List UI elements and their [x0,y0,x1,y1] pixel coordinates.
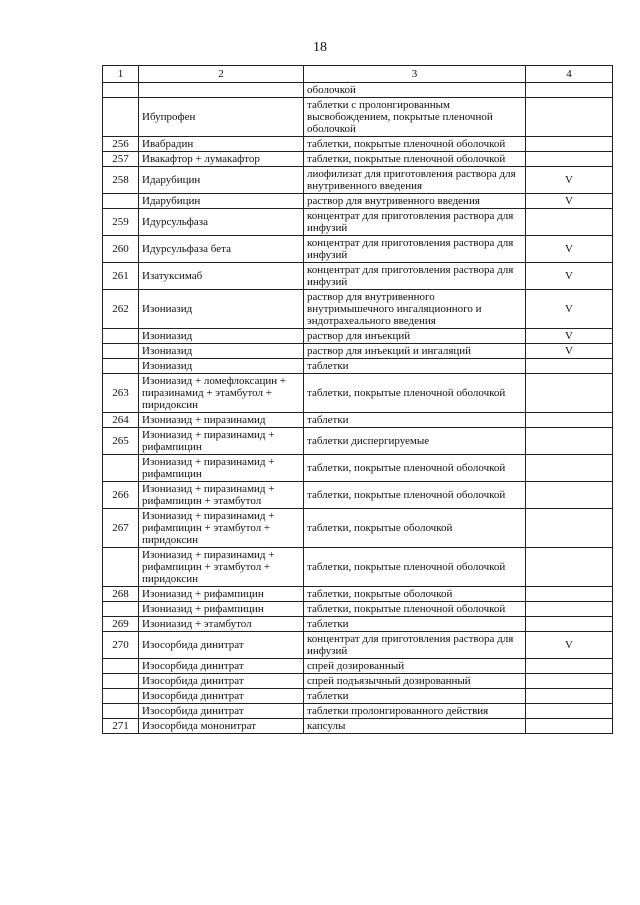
dosage-form: таблетки [304,617,526,632]
vital-mark [526,659,613,674]
table-row [103,290,613,329]
row-number: 261 [103,263,139,290]
vital-mark [526,482,613,509]
header-col-3: 3 [304,66,526,83]
dosage-form: раствор для инъекций [304,329,526,344]
dosage-form: таблетки, покрытые оболочкой [304,587,526,602]
drug-name: Идарубицин [139,167,304,194]
dosage-form: таблетки, покрытые пленочной оболочкой [304,602,526,617]
row-number [103,194,139,209]
table-row [103,509,613,548]
table-row [103,659,613,674]
vital-mark [526,689,613,704]
drug-name: Изосорбида динитрат [139,659,304,674]
header-row [103,66,613,83]
dosage-form: таблетки [304,689,526,704]
drug-name [139,83,304,98]
row-number: 269 [103,617,139,632]
table-row [103,719,613,734]
vital-mark [526,602,613,617]
row-number [103,455,139,482]
vital-mark [526,428,613,455]
row-number: 268 [103,587,139,602]
row-number [103,704,139,719]
drug-name: Изосорбида динитрат [139,632,304,659]
vital-mark [526,548,613,587]
dosage-form: таблетки, покрытые пленочной оболочкой [304,455,526,482]
vital-mark [526,509,613,548]
drug-name: Изониазид [139,359,304,374]
vital-mark [526,359,613,374]
row-number: 258 [103,167,139,194]
dosage-form: таблетки пролонгированного действия [304,704,526,719]
drug-name: Изониазид + пиразинамид + рифампицин + этамбутол + пиридоксин [139,509,304,548]
table-row [103,194,613,209]
table-row [103,455,613,482]
drug-name: Изосорбида динитрат [139,674,304,689]
table-row [103,632,613,659]
vital-mark [526,704,613,719]
vital-mark [526,719,613,734]
dosage-form: таблетки, покрытые пленочной оболочкой [304,152,526,167]
dosage-form: концентрат для приготовления раствора для инфузий [304,209,526,236]
dosage-form: таблетки, покрытые пленочной оболочкой [304,374,526,413]
table-row [103,602,613,617]
row-number [103,329,139,344]
dosage-form: концентрат для приготовления раствора для инфузий [304,632,526,659]
vital-mark [526,413,613,428]
vital-mark: V [526,632,613,659]
dosage-form: концентрат для приготовления раствора для инфузий [304,236,526,263]
dosage-form: концентрат для приготовления раствора для инфузий [304,263,526,290]
dosage-form: оболочкой [304,83,526,98]
vital-mark [526,617,613,632]
header-col-2: 2 [139,66,304,83]
table-row [103,263,613,290]
drug-name: Идурсульфаза бета [139,236,304,263]
dosage-form: таблетки с пролонгированным высвобождением, покрытые пленочной оболочкой [304,98,526,137]
table-row [103,374,613,413]
drug-name: Изатуксимаб [139,263,304,290]
dosage-form: таблетки диспергируемые [304,428,526,455]
row-number: 270 [103,632,139,659]
drug-name: Ибупрофен [139,98,304,137]
dosage-form: раствор для инъекций и ингаляций [304,344,526,359]
dosage-form: таблетки [304,413,526,428]
vital-mark [526,674,613,689]
drug-name: Изониазид + рифампицин [139,587,304,602]
table-row [103,152,613,167]
row-number [103,548,139,587]
table-row [103,689,613,704]
dosage-form: таблетки, покрытые пленочной оболочкой [304,137,526,152]
row-number: 263 [103,374,139,413]
row-number: 262 [103,290,139,329]
vital-mark [526,374,613,413]
dosage-form: таблетки [304,359,526,374]
vital-mark [526,137,613,152]
table-row [103,674,613,689]
table-row [103,704,613,719]
vital-mark [526,152,613,167]
row-number [103,674,139,689]
table-row [103,359,613,374]
row-number [103,83,139,98]
row-number: 257 [103,152,139,167]
drug-name: Изониазид [139,290,304,329]
drug-name: Изосорбида динитрат [139,704,304,719]
dosage-form: капсулы [304,719,526,734]
row-number: 267 [103,509,139,548]
row-number [103,689,139,704]
drug-name: Изониазид [139,344,304,359]
table-row [103,236,613,263]
vital-mark [526,455,613,482]
page-number: 18 [313,40,327,55]
table-row [103,344,613,359]
table-row [103,482,613,509]
vital-mark: V [526,167,613,194]
vital-mark [526,83,613,98]
vital-mark: V [526,236,613,263]
row-number [103,659,139,674]
row-number [103,359,139,374]
table-row [103,167,613,194]
vital-mark: V [526,290,613,329]
drug-name: Изониазид + ломефлоксацин + пиразинамид + этамбутол + пиридоксин [139,374,304,413]
row-number [103,344,139,359]
table-row [103,428,613,455]
dosage-form: таблетки, покрытые пленочной оболочкой [304,548,526,587]
table-row [103,209,613,236]
row-number: 260 [103,236,139,263]
table-row [103,83,613,98]
header-col-4: 4 [526,66,613,83]
row-number: 265 [103,428,139,455]
vital-mark: V [526,329,613,344]
row-number: 256 [103,137,139,152]
table-row [103,587,613,602]
row-number [103,602,139,617]
table-row [103,329,613,344]
drug-name: Изониазид + пиразинамид + рифампицин [139,455,304,482]
drug-name: Изониазид + этамбутол [139,617,304,632]
drug-name: Изониазид + пиразинамид + рифампицин [139,428,304,455]
dosage-form: спрей дозированный [304,659,526,674]
row-number: 264 [103,413,139,428]
drug-name: Изониазид + рифампицин [139,602,304,617]
dosage-form: раствор для внутривенного внутримышечного ингаляционного и эндотрахеального введения [304,290,526,329]
dosage-form: таблетки, покрытые пленочной оболочкой [304,482,526,509]
table-row [103,137,613,152]
table-row [103,617,613,632]
table-row [103,413,613,428]
dosage-form: таблетки, покрытые оболочкой [304,509,526,548]
drug-table [102,65,613,734]
vital-mark: V [526,194,613,209]
vital-mark [526,587,613,602]
drug-name: Изониазид + пиразинамид + рифампицин + этамбутол [139,482,304,509]
drug-name: Изониазид + пиразинамид [139,413,304,428]
vital-mark: V [526,344,613,359]
table-row [103,98,613,137]
row-number [103,98,139,137]
drug-name: Изосорбида динитрат [139,689,304,704]
vital-mark: V [526,263,613,290]
drug-name: Идарубицин [139,194,304,209]
row-number: 266 [103,482,139,509]
vital-mark [526,98,613,137]
vital-mark [526,209,613,236]
drug-name: Изосорбида мононитрат [139,719,304,734]
table-body [103,83,613,734]
drug-name: Ивабрадин [139,137,304,152]
row-number: 271 [103,719,139,734]
drug-name: Изониазид [139,329,304,344]
dosage-form: раствор для внутривенного введения [304,194,526,209]
drug-name: Идурсульфаза [139,209,304,236]
header-col-1: 1 [103,66,139,83]
dosage-form: лиофилизат для приготовления раствора для внутривенного введения [304,167,526,194]
dosage-form: спрей подъязычный дозированный [304,674,526,689]
drug-name: Ивакафтор + лумакафтор [139,152,304,167]
row-number: 259 [103,209,139,236]
table-row [103,548,613,587]
drug-name: Изониазид + пиразинамид + рифампицин + этамбутол + пиридоксин [139,548,304,587]
